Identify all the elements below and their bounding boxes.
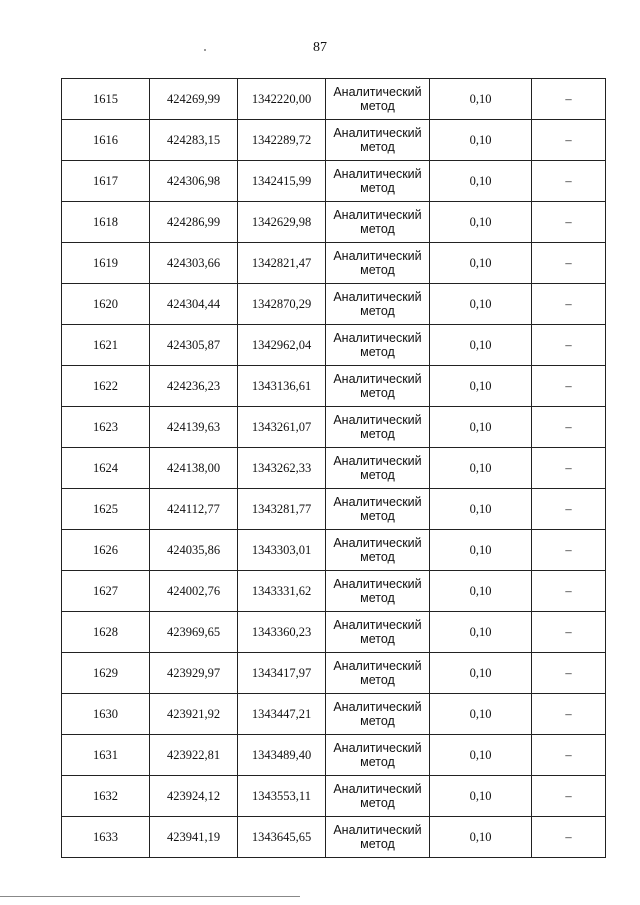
accuracy-cell: 0,10 xyxy=(430,653,532,694)
method-cell xyxy=(326,448,430,489)
method-line-1: Аналитический xyxy=(333,741,422,755)
method-line-1: Аналитический xyxy=(333,495,422,509)
x-coordinate-cell: 424138,00 xyxy=(150,448,238,489)
x-coordinate-cell: 424002,76 xyxy=(150,571,238,612)
x-coordinate-cell: 423922,81 xyxy=(150,735,238,776)
accuracy-cell: 0,10 xyxy=(430,817,532,858)
method-cell xyxy=(326,694,430,735)
accuracy-cell: 0,10 xyxy=(430,79,532,120)
table-row xyxy=(62,571,606,612)
method-line-1: Аналитический xyxy=(333,413,422,427)
point-number-cell: 1631 xyxy=(62,735,150,776)
table-row xyxy=(62,161,606,202)
point-number-cell: 1620 xyxy=(62,284,150,325)
accuracy-cell: 0,10 xyxy=(430,202,532,243)
method-line-1: Аналитический xyxy=(333,454,422,468)
note-cell: – xyxy=(532,530,606,571)
note-cell: – xyxy=(532,694,606,735)
method-line-2: метод xyxy=(360,427,395,441)
y-coordinate-cell: 1342289,72 xyxy=(238,120,326,161)
method-line-2: метод xyxy=(360,673,395,687)
method-line-1: Аналитический xyxy=(333,700,422,714)
method-line-2: метод xyxy=(360,714,395,728)
accuracy-cell: 0,10 xyxy=(430,571,532,612)
point-number-cell: 1632 xyxy=(62,776,150,817)
x-coordinate-cell: 424112,77 xyxy=(150,489,238,530)
method-cell xyxy=(326,489,430,530)
accuracy-cell: 0,10 xyxy=(430,407,532,448)
y-coordinate-cell: 1342629,98 xyxy=(238,202,326,243)
method-cell xyxy=(326,571,430,612)
method-line-1: Аналитический xyxy=(333,208,422,222)
accuracy-cell: 0,10 xyxy=(430,776,532,817)
method-cell xyxy=(326,284,430,325)
method-line-1: Аналитический xyxy=(333,659,422,673)
method-line-2: метод xyxy=(360,99,395,113)
note-cell: – xyxy=(532,161,606,202)
x-coordinate-cell: 423969,65 xyxy=(150,612,238,653)
y-coordinate-cell: 1342821,47 xyxy=(238,243,326,284)
note-cell: – xyxy=(532,776,606,817)
y-coordinate-cell: 1343303,01 xyxy=(238,530,326,571)
method-cell xyxy=(326,366,430,407)
method-line-1: Аналитический xyxy=(333,249,422,263)
accuracy-cell: 0,10 xyxy=(430,735,532,776)
table-row xyxy=(62,284,606,325)
method-line-1: Аналитический xyxy=(333,331,422,345)
note-cell: – xyxy=(532,489,606,530)
note-cell: – xyxy=(532,653,606,694)
table-row xyxy=(62,489,606,530)
note-cell: – xyxy=(532,817,606,858)
method-line-2: метод xyxy=(360,222,395,236)
x-coordinate-cell: 424236,23 xyxy=(150,366,238,407)
y-coordinate-cell: 1343360,23 xyxy=(238,612,326,653)
x-coordinate-cell: 424286,99 xyxy=(150,202,238,243)
point-number-cell: 1622 xyxy=(62,366,150,407)
point-number-cell: 1624 xyxy=(62,448,150,489)
table-row xyxy=(62,653,606,694)
method-line-2: метод xyxy=(360,468,395,482)
table-row xyxy=(62,694,606,735)
accuracy-cell: 0,10 xyxy=(430,243,532,284)
note-cell: – xyxy=(532,571,606,612)
method-line-2: метод xyxy=(360,755,395,769)
point-number-cell: 1626 xyxy=(62,530,150,571)
accuracy-cell: 0,10 xyxy=(430,489,532,530)
method-line-2: метод xyxy=(360,591,395,605)
table-row xyxy=(62,735,606,776)
x-coordinate-cell: 424139,63 xyxy=(150,407,238,448)
method-cell xyxy=(326,243,430,284)
note-cell: – xyxy=(532,366,606,407)
method-cell xyxy=(326,79,430,120)
y-coordinate-cell: 1342220,00 xyxy=(238,79,326,120)
table-row xyxy=(62,817,606,858)
point-number-cell: 1615 xyxy=(62,79,150,120)
coordinates-table xyxy=(61,78,606,858)
table-row xyxy=(62,79,606,120)
method-line-1: Аналитический xyxy=(333,126,422,140)
x-coordinate-cell: 423929,97 xyxy=(150,653,238,694)
y-coordinate-cell: 1343489,40 xyxy=(238,735,326,776)
method-cell xyxy=(326,735,430,776)
accuracy-cell: 0,10 xyxy=(430,448,532,489)
y-coordinate-cell: 1343281,77 xyxy=(238,489,326,530)
table-row xyxy=(62,243,606,284)
table-body xyxy=(62,79,606,858)
accuracy-cell: 0,10 xyxy=(430,284,532,325)
table-row xyxy=(62,120,606,161)
x-coordinate-cell: 424269,99 xyxy=(150,79,238,120)
method-cell xyxy=(326,161,430,202)
y-coordinate-cell: 1343447,21 xyxy=(238,694,326,735)
point-number-cell: 1627 xyxy=(62,571,150,612)
note-cell: – xyxy=(532,243,606,284)
method-line-1: Аналитический xyxy=(333,618,422,632)
method-line-1: Аналитический xyxy=(333,372,422,386)
table-row xyxy=(62,325,606,366)
point-number-cell: 1619 xyxy=(62,243,150,284)
y-coordinate-cell: 1342962,04 xyxy=(238,325,326,366)
accuracy-cell: 0,10 xyxy=(430,612,532,653)
method-line-2: метод xyxy=(360,386,395,400)
y-coordinate-cell: 1343262,33 xyxy=(238,448,326,489)
method-line-2: метод xyxy=(360,796,395,810)
accuracy-cell: 0,10 xyxy=(430,120,532,161)
method-line-1: Аналитический xyxy=(333,167,422,181)
note-cell: – xyxy=(532,612,606,653)
method-line-2: метод xyxy=(360,140,395,154)
point-number-cell: 1628 xyxy=(62,612,150,653)
x-coordinate-cell: 424305,87 xyxy=(150,325,238,366)
note-cell: – xyxy=(532,120,606,161)
point-number-cell: 1633 xyxy=(62,817,150,858)
method-cell xyxy=(326,776,430,817)
y-coordinate-cell: 1343261,07 xyxy=(238,407,326,448)
y-coordinate-cell: 1342870,29 xyxy=(238,284,326,325)
x-coordinate-cell: 424035,86 xyxy=(150,530,238,571)
note-cell: – xyxy=(532,448,606,489)
x-coordinate-cell: 424303,66 xyxy=(150,243,238,284)
point-number-cell: 1629 xyxy=(62,653,150,694)
table-row xyxy=(62,202,606,243)
method-line-2: метод xyxy=(360,304,395,318)
point-number-cell: 1630 xyxy=(62,694,150,735)
method-line-1: Аналитический xyxy=(333,290,422,304)
point-number-cell: 1618 xyxy=(62,202,150,243)
method-cell xyxy=(326,653,430,694)
method-cell xyxy=(326,325,430,366)
point-number-cell: 1621 xyxy=(62,325,150,366)
point-number-cell: 1625 xyxy=(62,489,150,530)
method-cell xyxy=(326,817,430,858)
point-number-cell: 1617 xyxy=(62,161,150,202)
method-line-2: метод xyxy=(360,509,395,523)
x-coordinate-cell: 424283,15 xyxy=(150,120,238,161)
table-row xyxy=(62,776,606,817)
x-coordinate-cell: 423941,19 xyxy=(150,817,238,858)
x-coordinate-cell: 423921,92 xyxy=(150,694,238,735)
method-line-1: Аналитический xyxy=(333,536,422,550)
point-number-cell: 1616 xyxy=(62,120,150,161)
method-cell xyxy=(326,202,430,243)
method-cell xyxy=(326,407,430,448)
note-cell: – xyxy=(532,325,606,366)
y-coordinate-cell: 1343331,62 xyxy=(238,571,326,612)
note-cell: – xyxy=(532,284,606,325)
method-cell xyxy=(326,530,430,571)
footer-rule xyxy=(0,896,300,897)
accuracy-cell: 0,10 xyxy=(430,530,532,571)
table-row xyxy=(62,407,606,448)
method-line-1: Аналитический xyxy=(333,823,422,837)
method-line-2: метод xyxy=(360,263,395,277)
accuracy-cell: 0,10 xyxy=(430,325,532,366)
method-cell xyxy=(326,120,430,161)
method-line-2: метод xyxy=(360,632,395,646)
accuracy-cell: 0,10 xyxy=(430,694,532,735)
method-line-1: Аналитический xyxy=(333,577,422,591)
method-line-1: Аналитический xyxy=(333,782,422,796)
y-coordinate-cell: 1343645,65 xyxy=(238,817,326,858)
accuracy-cell: 0,10 xyxy=(430,366,532,407)
note-cell: – xyxy=(532,407,606,448)
method-line-1: Аналитический xyxy=(333,85,422,99)
note-cell: – xyxy=(532,202,606,243)
method-line-2: метод xyxy=(360,837,395,851)
method-cell xyxy=(326,612,430,653)
method-line-2: метод xyxy=(360,181,395,195)
y-coordinate-cell: 1342415,99 xyxy=(238,161,326,202)
page-number: 87 xyxy=(313,40,327,55)
x-coordinate-cell: 424304,44 xyxy=(150,284,238,325)
x-coordinate-cell: 423924,12 xyxy=(150,776,238,817)
y-coordinate-cell: 1343136,61 xyxy=(238,366,326,407)
note-cell: – xyxy=(532,79,606,120)
accuracy-cell: 0,10 xyxy=(430,161,532,202)
point-number-cell: 1623 xyxy=(62,407,150,448)
table-row xyxy=(62,612,606,653)
y-coordinate-cell: 1343417,97 xyxy=(238,653,326,694)
table-row xyxy=(62,530,606,571)
method-line-2: метод xyxy=(360,550,395,564)
note-cell: – xyxy=(532,735,606,776)
table-row xyxy=(62,366,606,407)
method-line-2: метод xyxy=(360,345,395,359)
table-row xyxy=(62,448,606,489)
y-coordinate-cell: 1343553,11 xyxy=(238,776,326,817)
x-coordinate-cell: 424306,98 xyxy=(150,161,238,202)
